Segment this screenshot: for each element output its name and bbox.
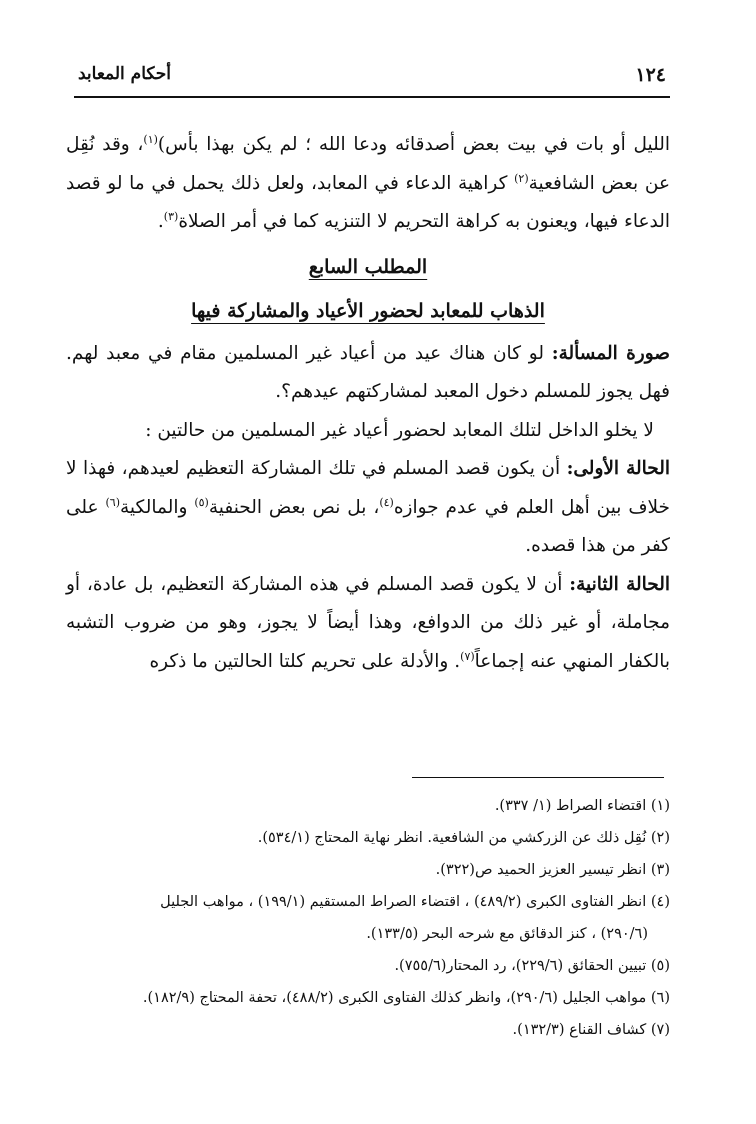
footnote-ref-1[interactable]: (١) bbox=[143, 132, 158, 146]
term-case-2: الحالة الثانية: bbox=[569, 573, 670, 595]
footnote-ref-7[interactable]: (٧) bbox=[460, 649, 475, 663]
footnotes bbox=[74, 790, 670, 1046]
footnote-6: (٦) مواهب الجليل (٢٩٠/٦)، وانظر كذلك الفتاوى الكبرى (٤٨٨/٢)، تحفة المحتاج (١٨٢/٩). bbox=[142, 990, 670, 1006]
footnote-2: (٢) نُقِل ذلك عن الزركشي من الشافعية. انظر نهاية المحتاج (٥٣٤/١). bbox=[257, 830, 670, 846]
header-rule bbox=[74, 96, 670, 98]
footnote-ref-3[interactable]: (٣) bbox=[163, 209, 179, 223]
paragraph-1: الليل أو بات في بيت بعض أصدقائه ودعا الله ؛ لم يكن بهذا بأس)$^{(١)}$، وقد نُقِل عن بعض الشافعية$^{(٢)}$ كراهية الدعاء في المعابد، ولعل ذلك يحمل في ما لو قصد الدعاء فيها، ويعنون به كراهة التحريم لا التنزيه كما في أمر الصلاة$^{(٣)}$. bbox=[66, 132, 670, 232]
running-title: أحكام المعابد bbox=[78, 64, 172, 84]
footnote-separator bbox=[412, 777, 664, 778]
footnote-7: (٧) كشاف القناع (١٣٢/٣). bbox=[512, 1022, 670, 1038]
paragraph-question: صورة المسألة: لو كان هناك عيد من أعياد غير المسلمين مقام في معبد لهم. فهل يجوز للمسلم دخول المعبد لمشاركتهم عيدهم؟. bbox=[66, 342, 670, 402]
paragraph-case-1: الحالة الأولى: أن يكون قصد المسلم في تلك المشاركة التعظيم لعيدهم، فهذا لا خلاف بين أهل العلم في عدم جوازه$^{(٤)}$، بل نص بعض الحنفية$^{(٥)}$ والمالكية$^{(٦)}$ على كفر من هذا قصده. bbox=[66, 458, 670, 556]
main-text bbox=[66, 126, 670, 681]
page-header bbox=[74, 58, 670, 92]
page-number: ١٢٤ bbox=[635, 64, 666, 86]
footnote-ref-6[interactable]: (٦) bbox=[105, 495, 121, 509]
footnote-4: (٤) انظر الفتاوى الكبرى (٤٨٩/٢) ، اقتضاء الصراط المستقيم (١٩٩/١) ، مواهب الجليل (٢٩٠/٦) ، كنز الدقائق مع شرحه البحر (١٣٣/٥). bbox=[160, 894, 670, 942]
footnote-1: (١) اقتضاء الصراط (١/ ٣٣٧). bbox=[494, 798, 670, 814]
footnote-5: (٥) تبيين الحقائق (٢٢٩/٦)، رد المحتار(٧٥٥/٦). bbox=[394, 958, 670, 974]
term-question: صورة المسألة: bbox=[551, 342, 670, 364]
footnote-ref-2[interactable]: (٢) bbox=[514, 171, 529, 185]
paragraph-case-2: الحالة الثانية: أن لا يكون قصد المسلم في هذه المشاركة التعظيم، بل عادة، أو مجاملة، أو غير ذلك من الدوافع، وهذا أيضاً لا يجوز، وهو من ضروب التشبه بالكفار المنهي عنه إجماعاً$^{(٧)}$. والأدلة على تحريم كلتا الحالتين ما ذكره bbox=[66, 573, 670, 672]
footnote-ref-4[interactable]: (٤) bbox=[379, 495, 394, 509]
footnote-3: (٣) انظر تيسير العزيز الحميد ص(٣٢٢). bbox=[435, 862, 670, 878]
section-title: الذهاب للمعابد لحضور الأعياد والمشاركة فيها bbox=[191, 300, 545, 322]
term-case-1: الحالة الأولى: bbox=[566, 458, 670, 479]
paragraph-cases-intro: لا يخلو الداخل لتلك المعابد لحضور أعياد غير المسلمين من حالتين : bbox=[145, 419, 654, 441]
footnote-ref-5[interactable]: (٥) bbox=[194, 495, 209, 509]
section-heading: المطلب السابع bbox=[308, 255, 428, 278]
